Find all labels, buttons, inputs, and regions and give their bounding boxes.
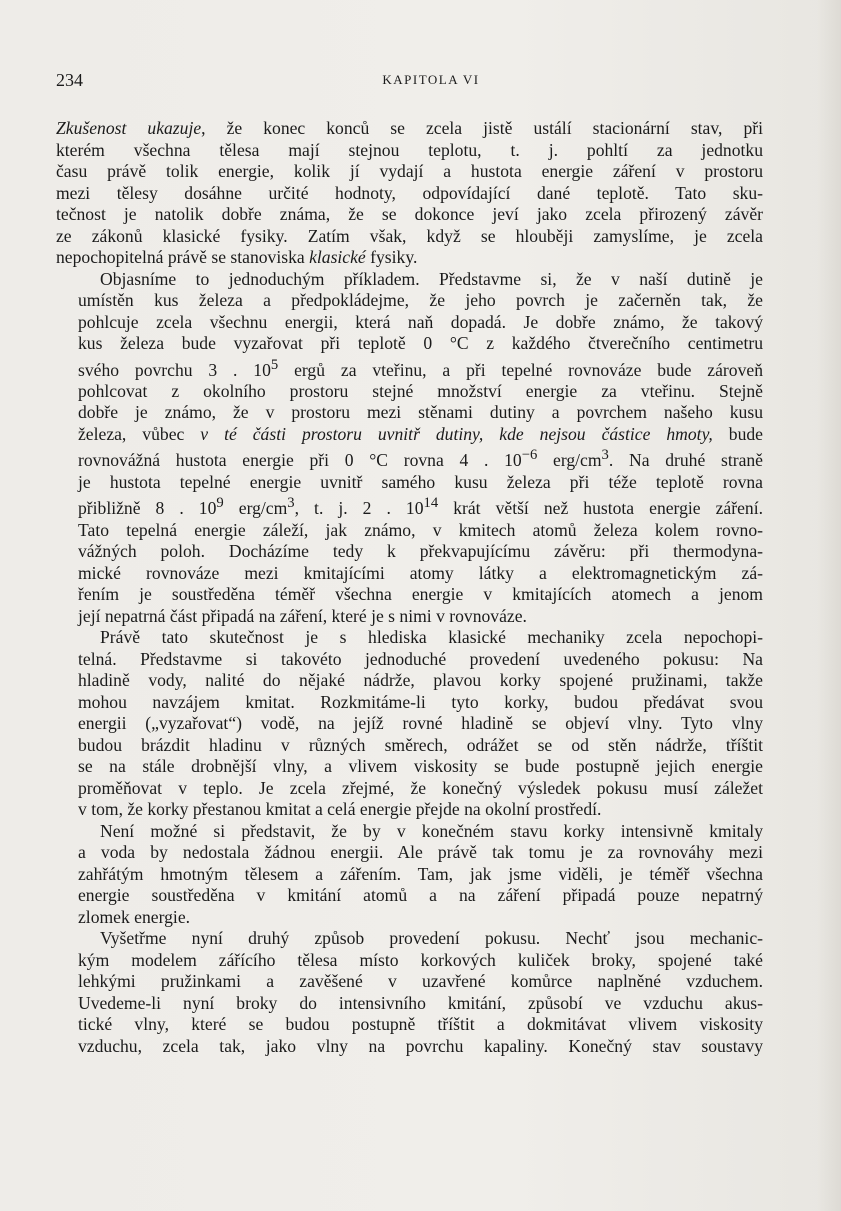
- paragraph-3: Právě tato skutečnost je s hlediska klasické mechaniky zcela nepochopi- telná. Představme si takovéto jednoduché provedení uvedeného pokusu: Na hladině vody, nalité do nějaké nádrže, plavou korky spojené pružinami, takže mohou navzájem kmitat. Rozkmitáme-li tyto korky, budou předávat svou energii („vyzařovat“) vodě, na jejíž rovné hladině se objeví vlny. Tyto vlny budou brázdit hladinu v různých směrech, odrážet se od stěn nádrže, tříštit se na stále drobnější vlny, a vlivem viskosity se bude postupně jejich energie proměňovat v teplo. Je zcela zřejmé, že konečný výsledek pokusu musí záležet v tom, že korky přestanou kmitat a celá energie přejde na okolní prostředí.: [78, 627, 763, 820]
- body-text: [56, 118, 763, 1057]
- paragraph-5: Vyšetřme nyní druhý způsob provedení pokusu. Nechť jsou mechanic- kým modelem zářícího tělesa místo korkových kuliček broky, spojené také lehkými pružinkami a zavěšené v uzavřené komůrce naplněné vzduchem. Uvedeme-li nyní broky do intensivního kmitání, způsobí ve vzduchu akus- tické vlny, které se budou postupně tříštit a dokmitávat vlivem viskosity vzduchu, zcela tak, jako vlny na povrchu kapaliny. Konečný stav soustavy: [78, 928, 763, 1056]
- page-number: 234: [56, 70, 83, 90]
- page-edge-shadow: [817, 0, 841, 1211]
- italic-phrase: Zkušenost ukazuje: [56, 118, 202, 138]
- italic-phrase: v té části prostoru uvnitř dutiny, kde nejsou částice hmoty,: [200, 423, 713, 444]
- page-header: [56, 70, 766, 94]
- running-title: KAPITOLA VI: [382, 72, 480, 87]
- paragraph-4: Není možné si představit, že by v konečném stavu korky intensivně kmitaly a voda by nedostala žádnou energii. Ale právě tak tomu je za rovnováhy mezi zahřátým hmotným tělesem a zářením. Tam, jak jsme viděli, je téměř všechna energie soustředěna v kmitání atomů a na záření připadá pouze nepatrný zlomek energie.: [78, 820, 763, 927]
- paragraph-1: Zkušenost ukazuje, že konec konců se zcela jistě ustálí stacionární stav, při kterém všechna tělesa mají stejnou teplotu, t. j. pohltí za jednotku času právě tolik energie, kolik jí vydají a hustota energie záření v prostoru mezi tělesy dosáhne určité hodnoty, odpovídající dané teplotě. Tato sku- tečnost je natolik dobře známa, že se dokonce jeví jako zcela přirozený závěr ze zákonů klasické fysiky. Zatím však, když se hlouběji zamyslíme, je zcela nepochopitelná právě se stanoviska klasické fysiky.: [56, 118, 763, 267]
- italic-phrase: klasické: [309, 247, 366, 267]
- paragraph-2: Objasníme to jednoduchým příkladem. Představme si, že v naší dutině je umístěn kus železa a předpokládejme, že jeho povrch je začerněn tak, že pohlcuje zcela všechnu energii, která naň dopadá. Je dobře známo, že takový kus železa bude vyzařovat při teplotě 0 °C z každého čtverečního centimetru svého povrchu 3 . $10^5$ ergů za vteřinu, a při tepelné rovnováze bude zároveň pohlcovat z okolního prostoru stejné množství energie za vteřinu. Stejně dobře je známo, že v prostoru mezi stěnami dutiny a povrchem našeho kusu železa, vůbec v té části prostoru uvnitř dutiny, kde nejsou částice hmoty, bude rovnovážná hustota energie při 0 °C rovna 4 . $10^{-6}$ erg/$cm^3$. Na druhé straně je hustota tepelné energie uvnitř samého kusu železa při téže teplotě rovna přibližně 8 . $10^9$ erg/$cm^3$, t. j. 2 . $10^{14}$ krát větší než hustota energie záření. Tato tepelná energie záleží, jak známo, v kmitech atomů železa kolem rovno- vážných poloh. Docházíme tedy k překvapujícímu závěru: při thermodyna- mické rovnováze mezi kmitajícími atomy látky a elektromagnetickým zá- řením je soustředěna téměř všechna energie v kmitajících atomech a jenom její nepatrná část připadá na záření, které je s nimi v rovnováze.: [78, 268, 763, 626]
